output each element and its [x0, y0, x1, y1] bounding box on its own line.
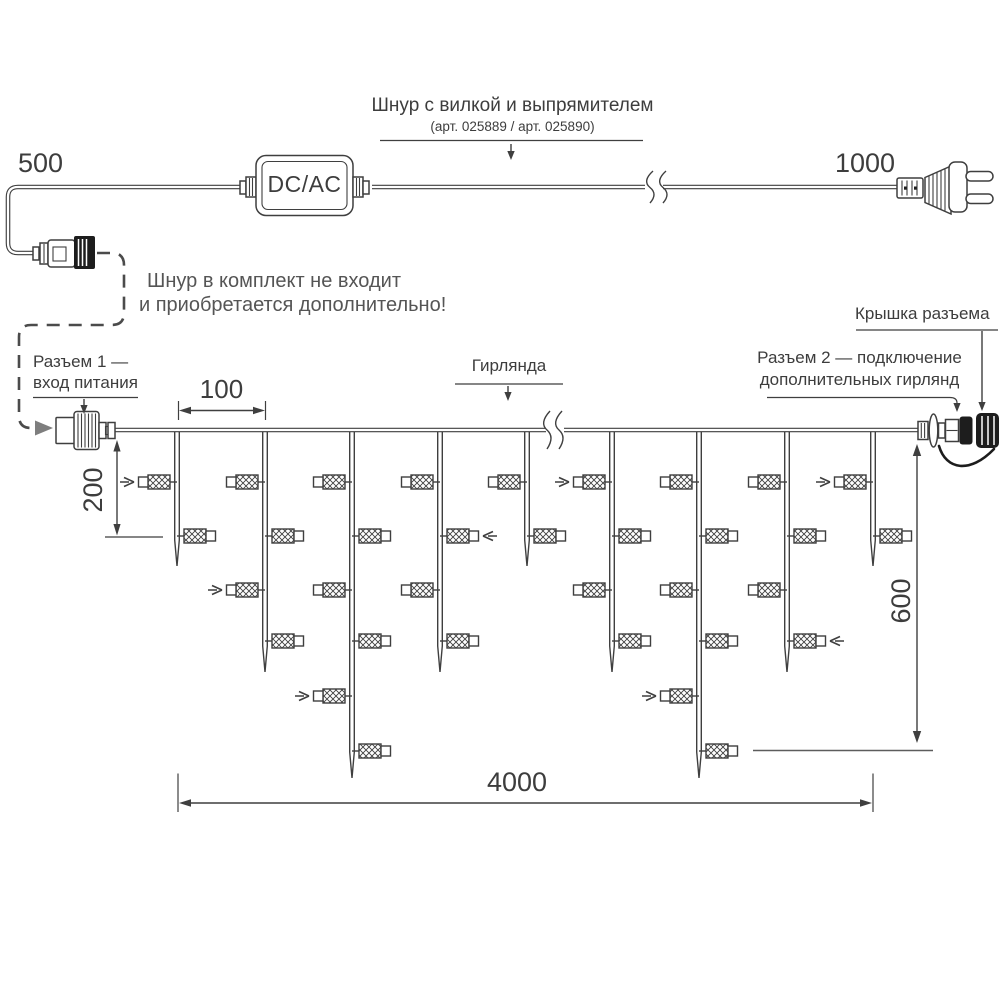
- lamp: [120, 475, 177, 489]
- lamp-bulb: [411, 583, 433, 597]
- cord-title: Шнур с вилкой и выпрямителем: [371, 95, 654, 116]
- lamp-bulb: [498, 475, 520, 489]
- garland-label: Гирлянда: [471, 356, 547, 375]
- lamp: [699, 529, 738, 543]
- dcac-adapter-label: DC/AC: [267, 171, 342, 198]
- lamp-cap: [489, 477, 499, 487]
- lamp: [295, 689, 352, 703]
- lamp: [352, 744, 391, 758]
- lamp-cap: [661, 691, 671, 701]
- lamp-cap: [294, 636, 304, 646]
- connector-cap: [976, 413, 999, 448]
- lamp-cap: [902, 531, 912, 541]
- flashing-lamp-marker: [295, 692, 309, 701]
- lamp-cap: [381, 636, 391, 646]
- garland-drop: [438, 430, 443, 672]
- lamp-bulb: [794, 529, 816, 543]
- lamp-cap: [835, 477, 845, 487]
- lamp-bulb: [583, 475, 605, 489]
- not-included-note-line1: Шнур в комплект не входит: [147, 270, 401, 292]
- lamp-bulb: [323, 475, 345, 489]
- flashing-lamp-marker: [208, 586, 222, 595]
- lamp-bulb: [236, 583, 258, 597]
- lamp-bulb: [880, 529, 902, 543]
- lamp-cap: [641, 636, 651, 646]
- dimension-200-label: 200: [77, 467, 108, 513]
- garland-lamps: [120, 475, 912, 758]
- lamp: [612, 529, 651, 543]
- lamp-bulb: [184, 529, 206, 543]
- lamp: [352, 634, 391, 648]
- lamp-bulb: [411, 475, 433, 489]
- lamp-bulb: [844, 475, 866, 489]
- plug-prong: [966, 172, 993, 182]
- cord-right-length-label: 1000: [835, 148, 896, 178]
- cap-leash: [939, 446, 994, 466]
- lamp-cap: [661, 477, 671, 487]
- lamp: [265, 529, 304, 543]
- lamp: [208, 583, 265, 597]
- cord-left-length-label: 500: [18, 148, 64, 178]
- cord-title-pointer: [380, 141, 643, 161]
- lamp: [177, 529, 216, 543]
- lamp: [787, 529, 826, 543]
- lamp: [440, 529, 497, 543]
- lamp: [352, 529, 391, 543]
- garland-connector-2: [918, 413, 999, 466]
- flashing-lamp-marker: [830, 637, 844, 646]
- lamp: [787, 634, 844, 648]
- lamp-cap: [469, 636, 479, 646]
- lamp-bulb: [272, 529, 294, 543]
- lamp-bulb: [619, 634, 641, 648]
- flashing-lamp-marker: [483, 532, 497, 541]
- lamp-bulb: [619, 529, 641, 543]
- lamp: [265, 634, 304, 648]
- lamp: [612, 634, 651, 648]
- flashing-lamp-marker: [120, 478, 134, 487]
- cap-label: Крышка разъема: [855, 304, 990, 323]
- lamp: [574, 583, 613, 597]
- connector1-label-line2: вход питания: [33, 373, 138, 392]
- lamp-bulb: [670, 689, 692, 703]
- lamp-bulb: [272, 634, 294, 648]
- lamp-bulb: [323, 583, 345, 597]
- lamp-cap: [728, 636, 738, 646]
- flashing-lamp-marker: [816, 478, 830, 487]
- lamp: [816, 475, 873, 489]
- lamp: [661, 475, 700, 489]
- lamp-cap: [728, 531, 738, 541]
- connector1-label-line1: Разъем 1 —: [33, 352, 129, 371]
- lamp: [642, 689, 699, 703]
- flashing-lamp-marker: [555, 478, 569, 487]
- lamp-cap: [314, 691, 324, 701]
- lamp: [699, 744, 738, 758]
- lamp-bulb: [534, 529, 556, 543]
- garland-drop: [525, 430, 530, 566]
- lamp-bulb: [670, 583, 692, 597]
- lamp-bulb: [447, 529, 469, 543]
- lamp: [402, 475, 441, 489]
- lamp-bulb: [447, 634, 469, 648]
- lamp: [489, 475, 528, 489]
- connector2-pointer: [767, 398, 961, 413]
- power-cord-connector: [33, 236, 95, 269]
- lamp-bulb: [236, 475, 258, 489]
- garland-pointer: [455, 384, 563, 401]
- garland-connector-1: [56, 412, 115, 450]
- connector2-label-line1: Разъем 2 — подключение: [757, 348, 962, 367]
- cord-subtitle: (арт. 025889 / арт. 025890): [430, 119, 595, 134]
- lamp: [314, 583, 353, 597]
- garland-assembly: [56, 411, 999, 778]
- lamp-cap: [661, 585, 671, 595]
- lamp-bulb: [670, 475, 692, 489]
- lamp-bulb: [706, 529, 728, 543]
- lamp-cap: [816, 636, 826, 646]
- dimension-4000-label: 4000: [486, 767, 548, 797]
- lamp-cap: [227, 477, 237, 487]
- lamp-cap: [574, 585, 584, 595]
- lamp-bulb: [706, 634, 728, 648]
- lamp-bulb: [323, 689, 345, 703]
- garland-drop: [610, 430, 615, 672]
- lamp-cap: [574, 477, 584, 487]
- lamp: [749, 475, 788, 489]
- garland-drop: [871, 430, 876, 566]
- dimension-600-label: 600: [885, 578, 916, 624]
- lamp-bulb: [794, 634, 816, 648]
- connector2-label-line2: дополнительных гирлянд: [759, 370, 960, 389]
- lamp-cap: [294, 531, 304, 541]
- lamp-cap: [227, 585, 237, 595]
- lamp: [749, 583, 788, 597]
- lamp-cap: [402, 477, 412, 487]
- lamp-cap: [402, 585, 412, 595]
- power-plug: [897, 162, 993, 214]
- lamp-cap: [728, 746, 738, 756]
- lamp-bulb: [359, 744, 381, 758]
- lamp-cap: [556, 531, 566, 541]
- lamp-cap: [641, 531, 651, 541]
- lamp: [661, 583, 700, 597]
- lamp-cap: [381, 746, 391, 756]
- lamp: [527, 529, 566, 543]
- lamp-bulb: [359, 529, 381, 543]
- dimension-100-label: 100: [199, 374, 244, 404]
- lamp: [699, 634, 738, 648]
- lamp: [555, 475, 612, 489]
- lamp-bulb: [359, 634, 381, 648]
- lamp: [440, 634, 479, 648]
- garland-drop: [175, 430, 180, 566]
- lamp: [314, 475, 353, 489]
- lamp: [873, 529, 912, 543]
- lamp-bulb: [758, 475, 780, 489]
- plug-prong: [966, 194, 993, 204]
- lamp-bulb: [583, 583, 605, 597]
- dashed-route-arrowhead: [35, 421, 53, 436]
- lamp-cap: [816, 531, 826, 541]
- not-included-note-line2: и приобретается дополнительно!: [139, 294, 447, 316]
- garland-drop: [263, 430, 268, 672]
- lamp-cap: [749, 585, 759, 595]
- lamp-cap: [139, 477, 149, 487]
- lamp: [402, 583, 441, 597]
- lamp-cap: [749, 477, 759, 487]
- lamp: [227, 475, 266, 489]
- lamp-bulb: [706, 744, 728, 758]
- lamp-cap: [314, 585, 324, 595]
- garland-break-symbol: [544, 411, 563, 449]
- lamp-bulb: [148, 475, 170, 489]
- flashing-lamp-marker: [642, 692, 656, 701]
- lamp-cap: [314, 477, 324, 487]
- garland-drop: [785, 430, 790, 672]
- lamp-bulb: [758, 583, 780, 597]
- lamp-cap: [381, 531, 391, 541]
- lamp-cap: [469, 531, 479, 541]
- cord-not-included-route: [19, 253, 124, 436]
- lamp-cap: [206, 531, 216, 541]
